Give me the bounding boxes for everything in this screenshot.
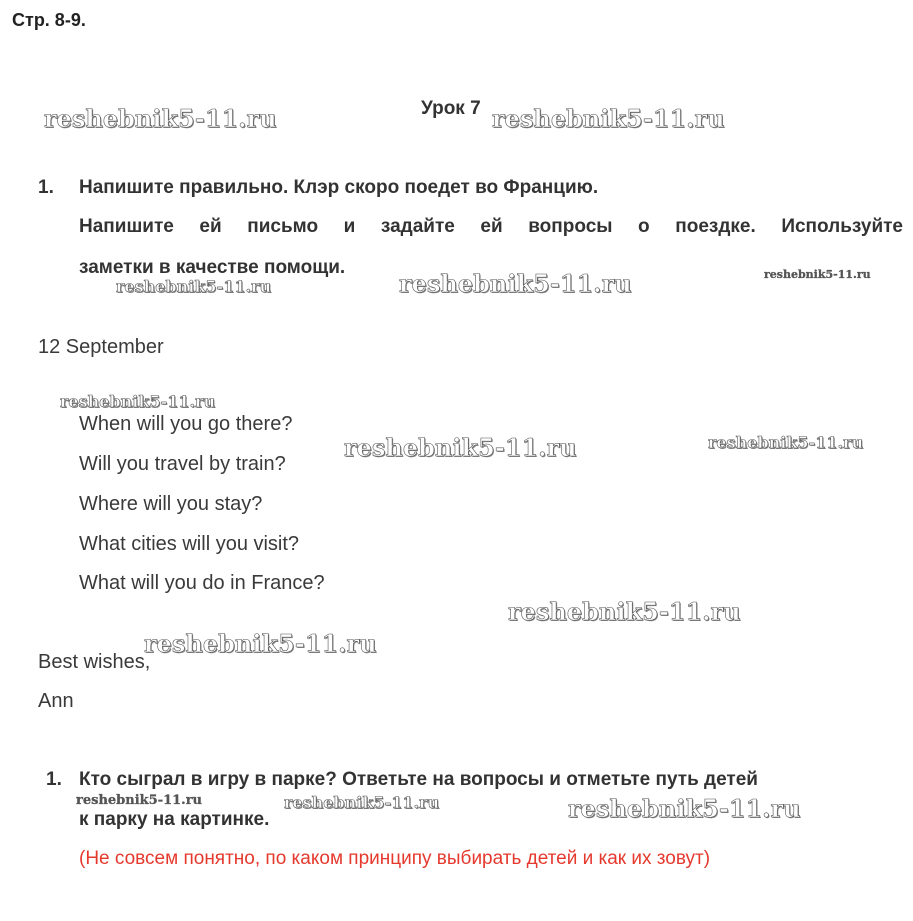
page-reference: Стр. 8-9. bbox=[12, 10, 86, 30]
watermark: reshebnik5-11.ru bbox=[708, 433, 864, 452]
task1-line2: Напишите ей письмо и задайте ей вопросы о поездке. Используйте bbox=[79, 216, 903, 237]
watermark: reshebnik5-11.ru bbox=[399, 269, 632, 298]
watermark: reshebnik5-11.ru bbox=[764, 268, 871, 281]
watermark: reshebnik5-11.ru bbox=[284, 793, 440, 812]
watermark: reshebnik5-11.ru bbox=[60, 392, 216, 411]
watermark: reshebnik5-11.ru bbox=[492, 104, 725, 133]
letter-signature: Ann bbox=[38, 690, 74, 712]
watermark: reshebnik5-11.ru bbox=[508, 597, 741, 626]
letter-question: When will you go there? bbox=[79, 413, 293, 435]
watermark: reshebnik5-11.ru bbox=[568, 794, 801, 823]
letter-question: Will you travel by train? bbox=[79, 453, 286, 475]
letter-question: Where will you stay? bbox=[79, 493, 263, 515]
letter-question: What will you do in France? bbox=[79, 572, 325, 594]
watermark: reshebnik5-11.ru bbox=[344, 433, 577, 462]
watermark: reshebnik5-11.ru bbox=[144, 629, 377, 658]
task2-line1: Кто сыграл в игру в парке? Ответьте на вопросы и отметьте путь детей bbox=[79, 769, 758, 790]
letter-date: 12 September bbox=[38, 336, 164, 358]
watermark: reshebnik5-11.ru bbox=[116, 277, 272, 296]
watermark: reshebnik5-11.ru bbox=[76, 793, 203, 808]
watermark: reshebnik5-11.ru bbox=[44, 104, 277, 133]
letter-question: What cities will you visit? bbox=[79, 533, 300, 555]
task2-number: 1. bbox=[46, 769, 62, 790]
task2-line2: к парку на картинке. bbox=[79, 809, 270, 830]
letter-closing: Best wishes, bbox=[38, 651, 151, 673]
task2-note: (Не совсем понятно, по каком принципу выбирать детей и как их зовут) bbox=[79, 848, 711, 869]
task1-line3: заметки в качестве помощи. bbox=[79, 257, 346, 278]
task1-line1: Напишите правильно. Клэр скоро поедет во Францию. bbox=[79, 177, 599, 198]
lesson-title: Урок 7 bbox=[421, 98, 481, 119]
task1-number: 1. bbox=[38, 177, 54, 198]
